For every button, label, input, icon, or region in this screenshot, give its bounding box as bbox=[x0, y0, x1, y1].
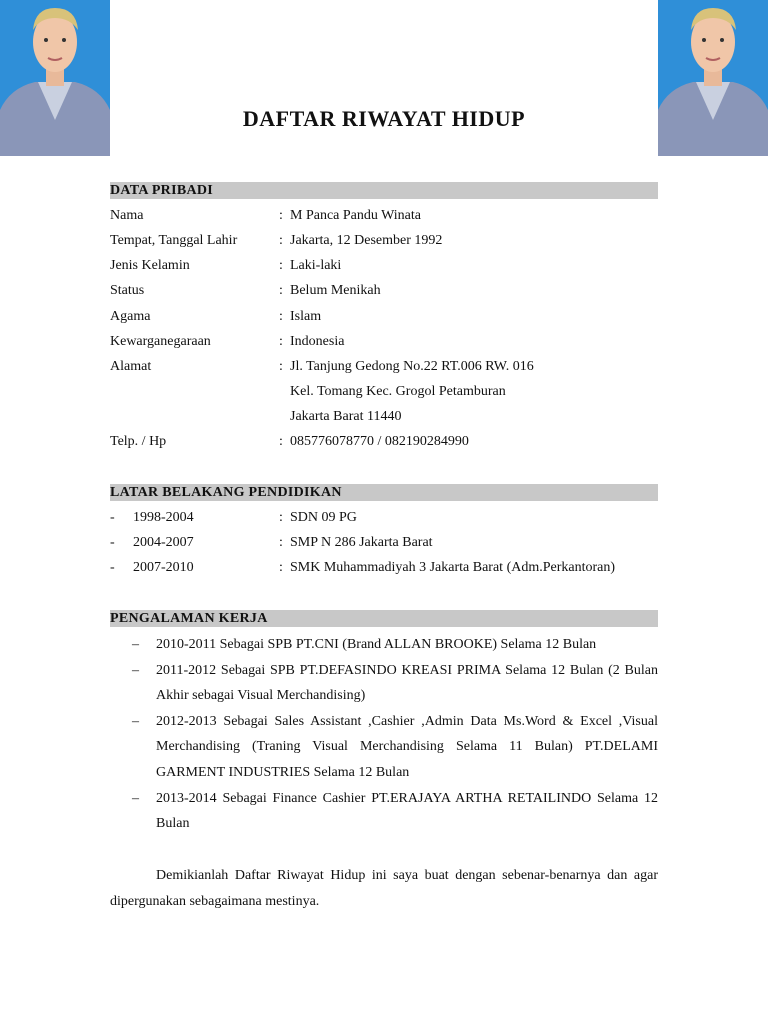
field-value: Jakarta Barat 11440 bbox=[290, 409, 402, 424]
education-school: SMK Muhammadiyah 3 Jakarta Barat (Adm.Perkantoran) bbox=[290, 560, 616, 575]
personal-row-continuation bbox=[110, 407, 658, 427]
colon: : bbox=[279, 560, 283, 575]
field-value: Indonesia bbox=[290, 334, 345, 349]
education-years: 2004-2007 bbox=[133, 535, 194, 550]
personal-row bbox=[110, 231, 658, 251]
work-item bbox=[110, 709, 658, 786]
colon: : bbox=[279, 233, 283, 248]
education-row bbox=[110, 558, 658, 578]
work-item bbox=[110, 786, 658, 837]
field-label: Telp. / Hp bbox=[110, 434, 167, 449]
section-education-header: LATAR BELAKANG PENDIDIKAN bbox=[110, 484, 658, 501]
dash: - bbox=[110, 510, 115, 525]
work-item bbox=[110, 658, 658, 709]
section-personal-header: DATA PRIBADI bbox=[110, 182, 658, 199]
document-title: DAFTAR RIWAYAT HIDUP bbox=[242, 106, 526, 131]
education-years: 1998-2004 bbox=[133, 510, 194, 525]
education-school: SDN 09 PG bbox=[290, 510, 357, 525]
colon: : bbox=[279, 208, 283, 223]
dash: - bbox=[110, 535, 115, 550]
colon: : bbox=[279, 258, 283, 273]
personal-row-continuation bbox=[110, 382, 658, 402]
personal-row bbox=[110, 281, 658, 301]
field-label: Agama bbox=[110, 309, 151, 324]
bullet: – bbox=[132, 713, 139, 729]
field-value: Jl. Tanjung Gedong No.22 RT.006 RW. 016 bbox=[290, 359, 534, 374]
field-value: Kel. Tomang Kec. Grogol Petamburan bbox=[290, 384, 506, 399]
field-value: M Panca Pandu Winata bbox=[290, 208, 421, 223]
education-row bbox=[110, 533, 658, 553]
dash: - bbox=[110, 560, 115, 575]
personal-row bbox=[110, 206, 658, 226]
profile-photo-right bbox=[658, 0, 768, 156]
personal-row bbox=[110, 432, 658, 452]
field-value: 085776078770 / 082190284990 bbox=[290, 434, 469, 449]
work-text: 2013-2014 Sebagai Finance Cashier PT.ERAJAYA ARTHA RETAILINDO Selama 12 Bulan bbox=[156, 790, 658, 832]
colon: : bbox=[279, 535, 283, 550]
profile-photo-left bbox=[0, 0, 110, 156]
education-years: 2007-2010 bbox=[133, 560, 194, 575]
closing-statement: Demikianlah Daftar Riwayat Hidup ini saya buat dengan sebenar-benarnya dan agar dipergunakan sebagaimana mestinya. bbox=[110, 868, 658, 909]
field-value: Belum Menikah bbox=[290, 283, 381, 298]
bullet: – bbox=[132, 790, 139, 806]
field-label: Nama bbox=[110, 208, 144, 223]
field-label: Jenis Kelamin bbox=[110, 258, 190, 273]
personal-row bbox=[110, 307, 658, 327]
personal-row bbox=[110, 332, 658, 352]
field-value: Islam bbox=[290, 309, 322, 324]
work-list bbox=[110, 632, 658, 837]
field-label: Status bbox=[110, 283, 145, 298]
section-work-header: PENGALAMAN KERJA bbox=[110, 610, 658, 627]
personal-row bbox=[110, 357, 658, 377]
bullet: – bbox=[132, 662, 139, 678]
bullet: – bbox=[132, 637, 139, 652]
colon: : bbox=[279, 334, 283, 349]
colon: : bbox=[279, 434, 283, 449]
personal-row bbox=[110, 256, 658, 276]
field-label: Tempat, Tanggal Lahir bbox=[110, 233, 238, 248]
field-value: Laki-laki bbox=[290, 258, 342, 273]
field-label: Kewarganegaraan bbox=[110, 334, 211, 349]
work-text: 2012-2013 Sebagai Sales Assistant ,Cashier ,Admin Data Ms.Word & Excel ,Visual Merchandising (Traning Visual Merchandising Selama 11 Bulan) PT.DELAMI GARMENT INDUSTRIES Selama 12 Bulan bbox=[156, 713, 658, 780]
colon: : bbox=[279, 309, 283, 324]
education-school: SMP N 286 Jakarta Barat bbox=[290, 535, 433, 550]
colon: : bbox=[279, 510, 283, 525]
colon: : bbox=[279, 359, 283, 374]
field-value: Jakarta, 12 Desember 1992 bbox=[290, 233, 443, 248]
work-text: 2011-2012 Sebagai SPB PT.DEFASINDO KREASI PRIMA Selama 12 Bulan (2 Bulan Akhir sebagai Visual Merchandising) bbox=[156, 662, 658, 704]
education-row bbox=[110, 508, 658, 528]
work-item bbox=[110, 632, 658, 658]
work-text: 2010-2011 Sebagai SPB PT.CNI (Brand ALLAN BROOKE) Selama 12 Bulan bbox=[156, 637, 597, 652]
colon: : bbox=[279, 283, 283, 298]
field-label: Alamat bbox=[110, 359, 152, 374]
